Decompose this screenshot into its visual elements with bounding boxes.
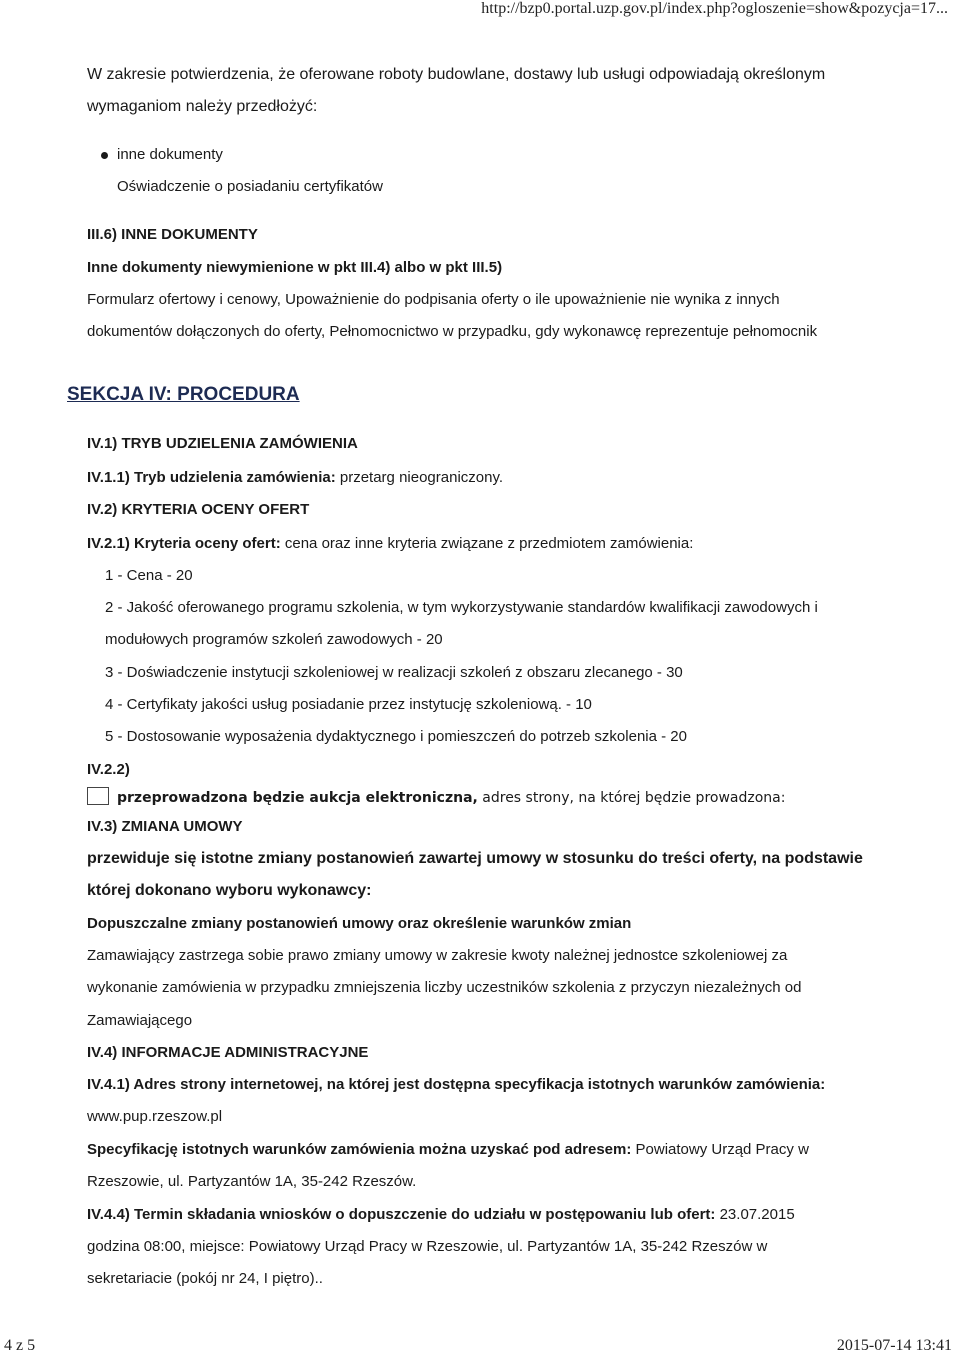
- bullet-icon: [101, 152, 108, 159]
- spec-address-label: Specyfikację istotnych warunków zamówienia można uzyskać pod adresem:: [87, 1141, 632, 1158]
- criterion-2b: modułowych programów szkoleń zawodowych - 20: [105, 631, 443, 648]
- subheading-iii6: Inne dokumenty niewymienione w pkt III.4) albo w pkt III.5): [87, 259, 503, 276]
- deadline-line-2: godzina 08:00, miejsce: Powiatowy Urząd Pracy w Rzeszowie, ul. Partyzantów 1A, 35-242 Rzeszów w: [87, 1238, 768, 1255]
- heading-iv4: IV.4) INFORMACJE ADMINISTRACYJNE: [87, 1044, 369, 1061]
- criterion-3: 3 - Doświadczenie instytucji szkoleniowej w realizacji szkoleń z obszaru zlecanego - 30: [105, 664, 683, 681]
- header-url: http://bzp0.portal.uzp.gov.pl/index.php?ogloszenie=show&pozycja=17...: [481, 0, 948, 17]
- iv41-line: IV.4.1) Adres strony internetowej, na której jest dostępna specyfikacja istotnych warunków zamówienia:: [87, 1076, 826, 1093]
- iv3-text-1: Zamawiający zastrzega sobie prawo zmiany umowy w zakresie kwoty należnej jednostce szkoleniowej za: [87, 947, 788, 964]
- iv22-label: IV.2.2): [87, 761, 130, 778]
- auction-line: [117, 790, 785, 806]
- heading-iv2: IV.2) KRYTERIA OCENY OFERT: [87, 501, 310, 518]
- spec-address-value: Powiatowy Urząd Pracy w: [631, 1141, 809, 1158]
- deadline-label: IV.4.4) Termin składania wniosków o dopuszczenie do udziału w postępowaniu lub ofert:: [87, 1206, 716, 1223]
- iii6-text-1: Formularz ofertowy i cenowy, Upoważnienie do podpisania oferty o ile upoważnienie nie wynika z innych: [87, 291, 780, 308]
- deadline-line-1: [87, 1206, 795, 1223]
- spec-url: www.pup.rzeszow.pl: [87, 1108, 223, 1125]
- criterion-5: 5 - Dostosowanie wyposażenia dydaktycznego i pomieszczeń do potrzeb szkolenia - 20: [105, 728, 687, 745]
- iv11-value: przetarg nieograniczony.: [335, 469, 504, 486]
- bullet-item: inne dokumenty: [117, 146, 223, 163]
- auction-checkbox[interactable]: [87, 787, 109, 805]
- page-number: 4 z 5: [4, 1337, 36, 1354]
- iv3-question-2: której dokonano wyboru wykonawcy:: [87, 882, 372, 899]
- spec-address-line-1: [87, 1141, 809, 1158]
- iv3-text-3: Zamawiającego: [87, 1012, 193, 1029]
- iv3-text-2: wykonanie zamówienia w przypadku zmniejszenia liczby uczestników szkolenia z przyczyn niezależnych od: [87, 979, 802, 996]
- iv21-value: cena oraz inne kryteria związane z przedmiotem zamówienia:: [280, 535, 694, 552]
- heading-iv3: IV.3) ZMIANA UMOWY: [87, 818, 243, 835]
- iv11-label: IV.1.1) Tryb udzielenia zamówienia:: [87, 469, 336, 486]
- iv3-question-1: przewiduje się istotne zmiany postanowień zawartej umowy w stosunku do treści oferty, na podstawie: [87, 850, 863, 867]
- criterion-1: 1 - Cena - 20: [105, 567, 193, 584]
- iv21-line: [87, 535, 693, 552]
- heading-iii6: III.6) INNE DOKUMENTY: [87, 226, 258, 243]
- iii6-text-2: dokumentów dołączonych do oferty, Pełnomocnictwo w przypadku, gdy wykonawcę reprezentuje pełnomocnik: [87, 323, 818, 340]
- auction-text: adres strony, na której będzie prowadzona:: [477, 790, 786, 806]
- section-title: SEKCJA IV: PROCEDURA: [67, 384, 300, 405]
- iv11-line: [87, 469, 503, 486]
- bullet-sub-item: Oświadczenie o posiadaniu certyfikatów: [117, 178, 383, 195]
- deadline-line-3: sekretariacie (pokój nr 24, I piętro)..: [87, 1270, 323, 1287]
- print-datetime: 2015-07-14 13:41: [836, 1337, 952, 1354]
- confirm-line-1: W zakresie potwierdzenia, że oferowane roboty budowlane, dostawy lub usługi odpowiadają określonym: [87, 66, 826, 83]
- iv21-label: IV.2.1) Kryteria oceny ofert:: [87, 535, 281, 552]
- auction-label: przeprowadzona będzie aukcja elektroniczna,: [117, 790, 478, 806]
- spec-address-line-2: Rzeszowie, ul. Partyzantów 1A, 35-242 Rzeszów.: [87, 1173, 417, 1190]
- criterion-4: 4 - Certyfikaty jakości usług posiadanie przez instytucję szkoleniową. - 10: [105, 696, 592, 713]
- criterion-2a: 2 - Jakość oferowanego programu szkolenia, w tym wykorzystywanie standardów kwalifikacji zawodowych i: [105, 599, 818, 616]
- heading-iv1: IV.1) TRYB UDZIELENIA ZAMÓWIENIA: [87, 435, 358, 452]
- confirm-line-2: wymaganiom należy przedłożyć:: [87, 98, 318, 115]
- iv3-subheading: Dopuszczalne zmiany postanowień umowy oraz określenie warunków zmian: [87, 915, 632, 932]
- deadline-value: 23.07.2015: [715, 1206, 795, 1223]
